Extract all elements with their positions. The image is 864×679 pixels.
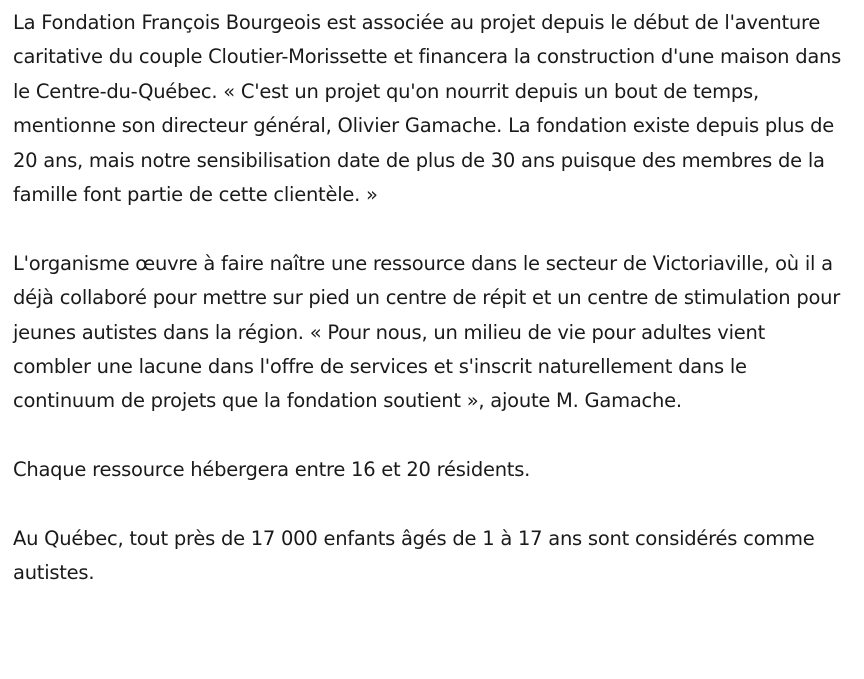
article-paragraph-fondation: La Fondation François Bourgeois est associée au projet depuis le début de l'aventure caritative du couple Cloutier-Morissette et financera la construction d'une maison dans le Centre-du-Québec. « C'est un projet qu'on nourrit depuis un bout de temps, mentionne son directeur général, Olivier Gamache. La fondation existe depuis plus de 20 ans, mais notre sensibilisation date de plus de 30 ans puisque des membres de la famille font partie de cette clientèle. » bbox=[13, 11, 842, 207]
article-paragraph-quebec-statistics: Au Québec, tout près de 17 000 enfants âgés de 1 à 17 ans sont considérés comme autistes. bbox=[13, 527, 815, 585]
article-paragraph-organisme: L'organisme œuvre à faire naître une ressource dans le secteur de Victoriaville, où il a déjà collaboré pour mettre sur pied un centre de répit et un centre de stimulation pour jeunes autistes dans la région. « Pour nous, un milieu de vie pour adultes vient combler une lacune dans l'offre de services et s'inscrit naturellement dans le continuum de projets que la fondation soutient », ajoute M. Gamache. bbox=[13, 251, 841, 413]
article-paragraph-ressource: Chaque ressource hébergera entre 16 et 20 résidents. bbox=[13, 458, 531, 482]
